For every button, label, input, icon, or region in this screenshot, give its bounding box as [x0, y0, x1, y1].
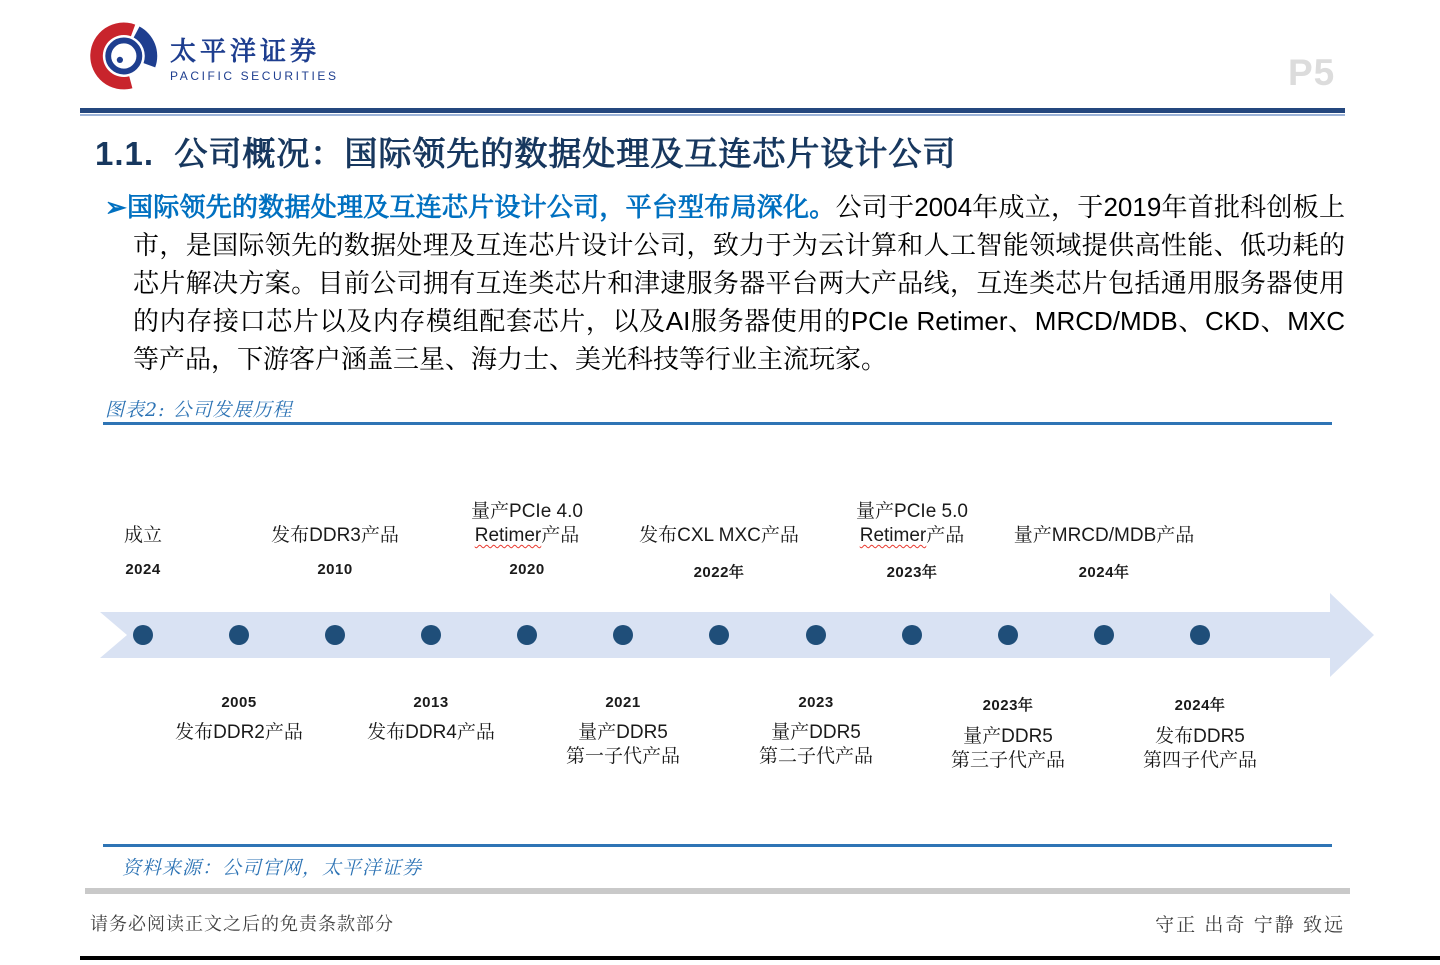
brand-text: [170, 12, 339, 83]
source-rule: [103, 844, 1332, 847]
milestone-bottom-6: [1100, 694, 1300, 773]
figure-caption: 图表2: 公司发展历程: [105, 399, 293, 421]
milestone-top-4: [619, 498, 819, 582]
milestone-year: 2005: [221, 694, 257, 711]
milestone-year: 2020: [509, 561, 545, 578]
milestone-title: 发布DDR4产品: [367, 722, 495, 743]
milestone-title: 量产DDR5 第一子代产品: [565, 722, 680, 767]
timeline-dot: [902, 625, 922, 645]
footer-disclaimer: 请务必阅读正文之后的免责条款部分: [90, 914, 394, 934]
milestone-title: 发布DDR5 第四子代产品: [1142, 726, 1257, 771]
header-rule: [80, 108, 1345, 116]
milestone-year: 2010: [317, 561, 353, 578]
body-text: 公司于2004年成立，于2019年首批科创板上市，是国际领先的数据处理及互连芯片设计公司，致力于为云计算和人工智能领域提供高性能、低功耗的芯片解决方案。目前公司拥有互连类芯片和津逮服务器平台两大产品线，互连类芯片包括通用服务器使用的内存接口芯片以及内存模组配套芯片，以及AI服务器使用的PCIe Retimer、MRCD/MDB、CKD、MXC等产品，下游客户涵盖三星、海力士、美光科技等行业主流玩家。: [133, 192, 1345, 374]
bottom-rule: [80, 956, 1440, 960]
milestone-top-6: [1004, 498, 1204, 582]
milestone-bottom-4: [716, 694, 916, 769]
brand-name-en: PACIFIC SECURITIES: [170, 69, 339, 83]
gray-divider: [85, 888, 1350, 894]
timeline-dot: [1094, 625, 1114, 645]
retimer-misspell-underline: Retimer: [474, 525, 542, 546]
milestone-title: 发布DDR3产品: [271, 525, 399, 546]
milestone-top-3: [427, 498, 627, 578]
milestone-title: 量产DDR5 第三子代产品: [950, 726, 1065, 771]
summary-paragraph: [105, 188, 1345, 378]
milestone-year: 2024: [125, 561, 161, 578]
timeline-dot: [998, 625, 1018, 645]
milestone-year: 2022年: [693, 564, 745, 581]
milestone-title: 量产PCIe 4.0 Retimer产品: [471, 501, 583, 546]
milestone-bottom-5: [908, 694, 1108, 773]
timeline-dot: [806, 625, 826, 645]
milestone-title: 量产PCIe 5.0 Retimer产品: [856, 501, 968, 546]
timeline-dot: [325, 625, 345, 645]
timeline-dot: [517, 625, 537, 645]
source-note: 资料来源：公司官网，太平洋证券: [122, 857, 423, 879]
milestone-bottom-2: [331, 694, 531, 745]
timeline-arrow-band: [0, 590, 1440, 680]
timeline-dot: [133, 625, 153, 645]
footer-motto: 守正 出奇 宁静 致远: [1155, 915, 1345, 936]
milestone-title: 发布DDR2产品: [175, 722, 303, 743]
milestone-top-1: [43, 498, 243, 578]
milestone-year: 2024年: [1078, 564, 1130, 581]
pacific-securities-logo: [88, 12, 339, 100]
milestone-top-2: [235, 498, 435, 578]
timeline-dot: [229, 625, 249, 645]
milestone-title: 量产DDR5 第二子代产品: [758, 722, 873, 767]
milestone-year: 2021: [605, 694, 641, 711]
timeline-figure: [0, 430, 1440, 845]
timeline-dot: [613, 625, 633, 645]
arrow-ribbon-shape: [100, 593, 1374, 677]
retimer-misspell-underline: Retimer: [859, 525, 927, 546]
timeline-dot: [709, 625, 729, 645]
lead-bold-text: 国际领先的数据处理及互连芯片设计公司，平台型布局深化。: [126, 192, 836, 222]
milestone-top-5: [812, 498, 1012, 582]
milestone-year: 2023年: [982, 697, 1034, 714]
bullet-arrow-icon: ➢: [105, 192, 127, 222]
milestone-year: 2013: [413, 694, 449, 711]
milestone-year: 2023年: [886, 564, 938, 581]
section-title: 1.1. 公司概况：国际领先的数据处理及互连芯片设计公司: [95, 135, 957, 172]
milestone-bottom-3: [523, 694, 723, 769]
milestone-title: 成立: [123, 525, 162, 546]
timeline-dot: [1190, 625, 1210, 645]
milestone-year: 2023: [798, 694, 834, 711]
milestone-year: 2024年: [1174, 697, 1226, 714]
pacific-securities-logo-icon: [88, 12, 158, 100]
brand-name-cn: 太平洋证券: [170, 36, 321, 66]
milestone-title: 量产MRCD/MDB产品: [1013, 525, 1195, 546]
caption-rule: [103, 422, 1332, 425]
timeline-dot: [421, 625, 441, 645]
milestone-title: 发布CXL MXC产品: [639, 525, 799, 546]
milestone-bottom-1: [139, 694, 339, 745]
page-number: P5: [1288, 52, 1336, 93]
